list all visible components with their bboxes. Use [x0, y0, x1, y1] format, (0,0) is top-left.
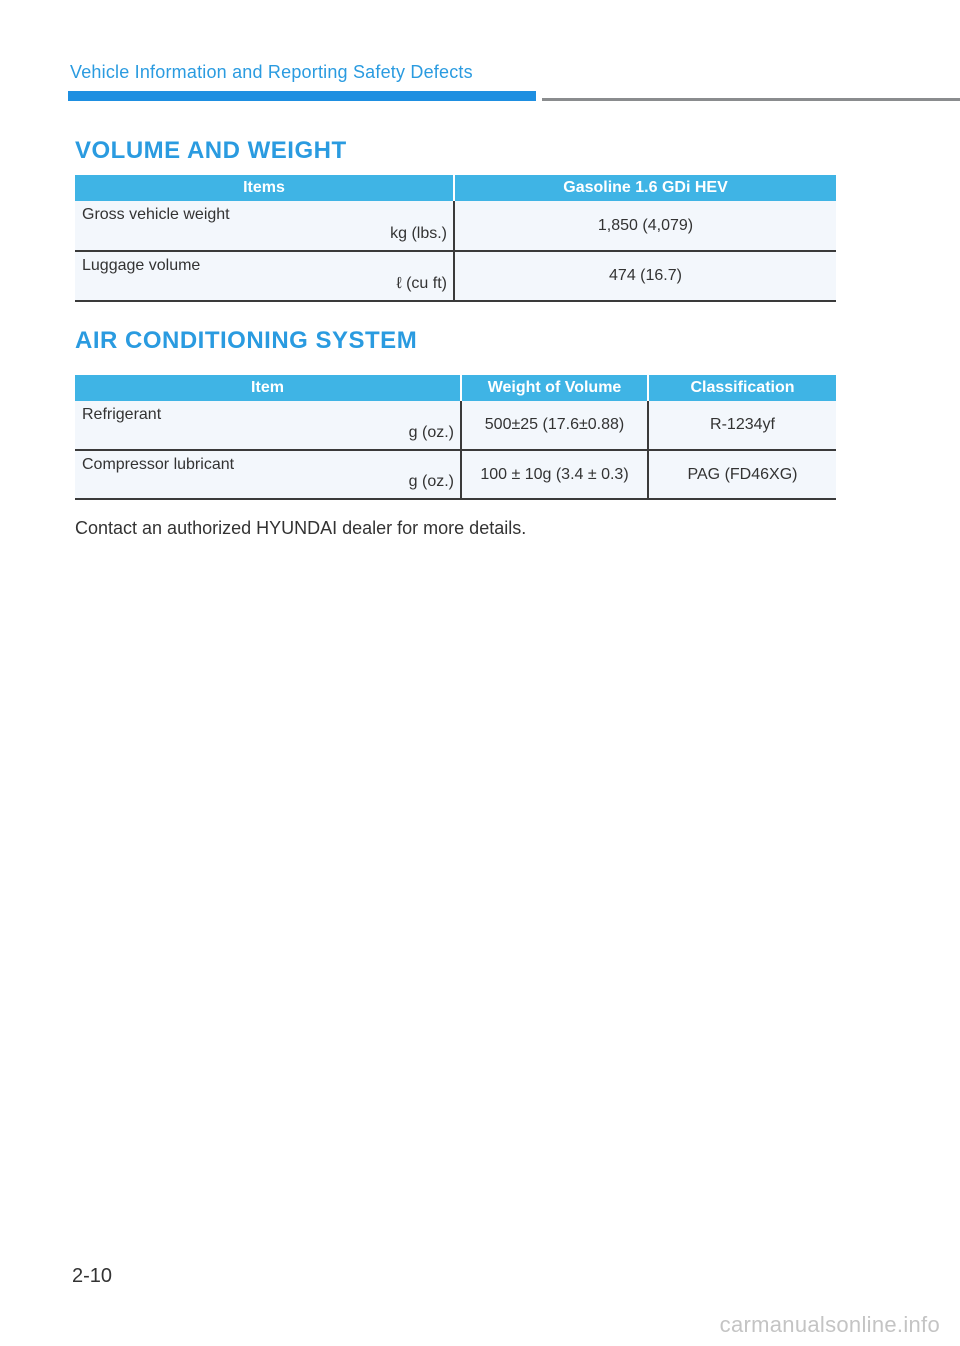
table-row	[75, 450, 836, 499]
item-name: Compressor lubricant	[82, 456, 235, 473]
dealer-note: Contact an authorized HYUNDAI dealer for more details.	[75, 518, 527, 538]
table-row	[75, 201, 836, 251]
value-cell: 1,850 (4,079)	[454, 201, 836, 251]
item-cell	[75, 201, 454, 251]
item-unit: g (oz.)	[408, 424, 454, 441]
air-conditioning-table	[75, 375, 836, 500]
item-name: Luggage volume	[82, 257, 201, 274]
item-unit: kg (lbs.)	[390, 225, 447, 242]
header-accent-bar	[68, 91, 536, 101]
classification-cell: R-1234yf	[648, 401, 836, 450]
section-title-air-conditioning: AIR CONDITIONING SYSTEM	[75, 327, 418, 354]
column-header-items: Items	[75, 175, 454, 201]
header-divider-line	[542, 98, 960, 101]
column-header-weight: Weight of Volume	[461, 375, 648, 401]
page-number: 2-10	[72, 1265, 113, 1287]
column-header-engine: Gasoline 1.6 GDi HEV	[454, 175, 836, 201]
item-cell	[75, 450, 461, 499]
item-name: Refrigerant	[82, 406, 162, 423]
item-name: Gross vehicle weight	[82, 206, 230, 223]
section-title-volume-weight: VOLUME AND WEIGHT	[75, 137, 347, 164]
value-cell: 474 (16.7)	[454, 251, 836, 301]
column-header-classification: Classification	[648, 375, 836, 401]
weight-cell: 100 ± 10g (3.4 ± 0.3)	[461, 450, 648, 499]
classification-cell: PAG (FD46XG)	[648, 450, 836, 499]
watermark-text: carmanualsonline.info	[719, 1312, 940, 1337]
item-unit: g (oz.)	[408, 473, 454, 490]
weight-cell: 500±25 (17.6±0.88)	[461, 401, 648, 450]
table-header-row	[75, 375, 836, 401]
item-unit: ℓ (cu ft)	[396, 275, 447, 292]
chapter-title: Vehicle Information and Reporting Safety Defects	[70, 62, 473, 82]
item-cell	[75, 401, 461, 450]
table-row	[75, 401, 836, 450]
item-cell	[75, 251, 454, 301]
column-header-item: Item	[75, 375, 461, 401]
table-row	[75, 251, 836, 301]
volume-weight-table	[75, 175, 836, 302]
table-header-row	[75, 175, 836, 201]
